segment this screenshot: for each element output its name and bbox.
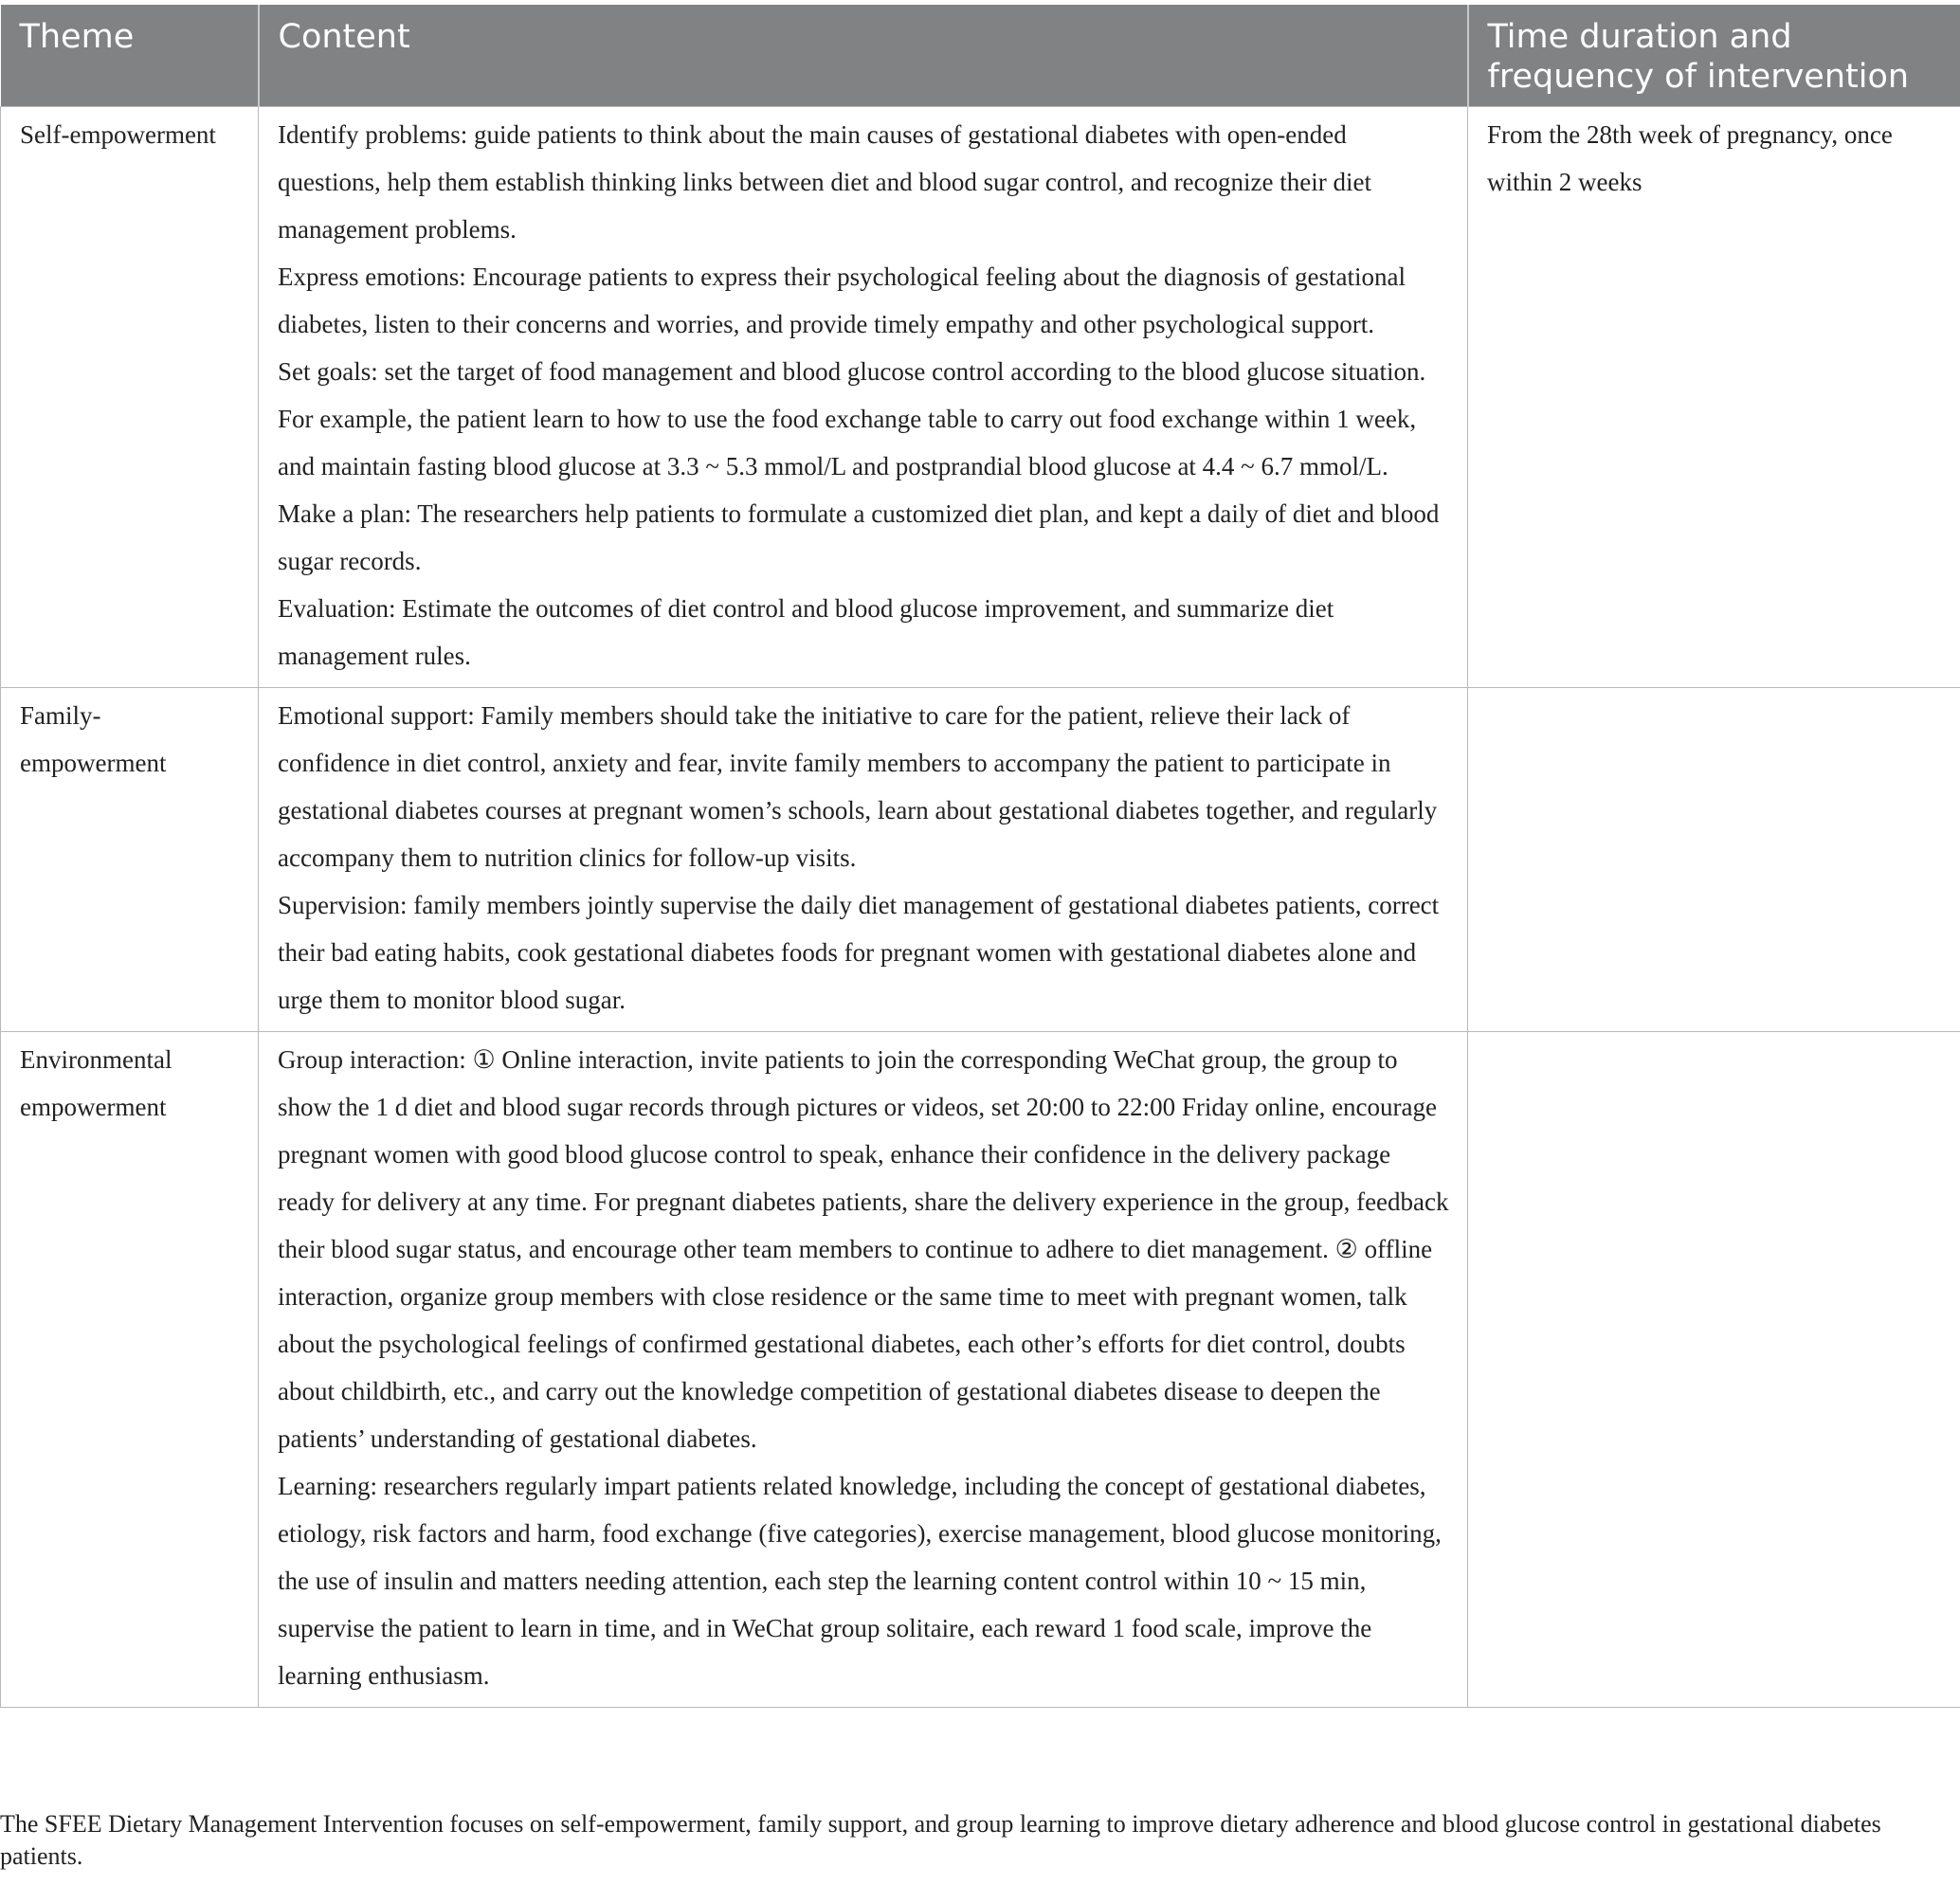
theme-cell: Family-empowerment	[1, 688, 259, 1032]
header-content: Content	[259, 5, 1468, 107]
table-row-family	[1, 688, 1960, 1032]
content-paragraph: Group interaction: ① Online interaction, invite patients to join the corresponding WeChat group, the group to show the 1 d diet and blood sugar records through pictures or videos, set 20:00 to 22:00 Friday online, encourage pregnant women with good blood glucose control to speak, enhance their confidence in the delivery package ready for delivery at any time. For pregnant diabetes patients, share the delivery experience in the group, feedback their blood sugar status, and encourage other team members to continue to adhere to diet management. ② offline interaction, organize group members with close residence or the same time to meet with pregnant women, talk about the psychological feelings of confirmed gestational diabetes, each other’s efforts for diet control, doubts about childbirth, etc., and carry out the knowledge competition of gestational diabetes disease to deepen the patients’ understanding of gestational diabetes.	[278, 1045, 1449, 1453]
table-row-self	[1, 107, 1960, 688]
content-paragraph: Emotional support: Family members should take the initiative to care for the patient, relieve their lack of confidence in diet control, anxiety and fear, invite family members to accompany the patient to participate in gestational diabetes courses at pregnant women’s schools, learn about gestational diabetes together, and regularly accompany them to nutrition clinics for follow-up visits.	[278, 701, 1438, 872]
content-paragraph: Identify problems: guide patients to think about the main causes of gestational diabetes with open-ended questions, help them establish thinking links between diet and blood sugar control, and recognize their diet management problems.	[278, 120, 1371, 244]
time-cell	[1468, 688, 1960, 1032]
header-time: Time duration and frequency of intervention	[1468, 5, 1960, 107]
content-paragraph: Evaluation: Estimate the outcomes of diet control and blood glucose improvement, and summarize diet management rules.	[278, 594, 1334, 670]
theme-cell: Environmental empowerment	[1, 1032, 259, 1708]
table-row-environmental	[1, 1032, 1960, 1708]
content-cell	[259, 107, 1468, 688]
time-cell	[1468, 1032, 1960, 1708]
header-row	[1, 5, 1960, 107]
content-paragraph: Supervision: family members jointly supervise the daily diet management of gestational diabetes patients, correct their bad eating habits, cook gestational diabetes foods for pregnant women with gestational diabetes alone and urge them to monitor blood sugar.	[278, 891, 1440, 1014]
header-theme: Theme	[1, 5, 259, 107]
theme-cell: Self-empowerment	[1, 107, 259, 688]
intervention-table	[0, 5, 1960, 1708]
content-paragraph: Express emotions: Encourage patients to express their psychological feeling about the diagnosis of gestational diabetes, listen to their concerns and worries, and provide timely empathy and other psychological support.	[278, 263, 1406, 338]
content-cell	[259, 1032, 1468, 1708]
content-paragraph: Learning: researchers regularly impart patients related knowledge, including the concept of gestational diabetes, etiology, risk factors and harm, food exchange (five categories), exercise management, blood glucose monitoring, the use of insulin and matters needing attention, each step the learning content control within 10 ~ 15 min, supervise the patient to learn in time, and in WeChat group solitaire, each reward 1 food scale, improve the learning enthusiasm.	[278, 1472, 1442, 1690]
table-footnote: The SFEE Dietary Management Intervention focuses on self-empowerment, family support, and group learning to improve dietary adherence and blood glucose control in gestational diabetes patients.	[0, 1810, 1881, 1870]
content-paragraph: Set goals: set the target of food management and blood glucose control according to the blood glucose situation. For example, the patient learn to how to use the food exchange table to carry out food exchange within 1 week, and maintain fasting blood glucose at 3.3 ~ 5.3 mmol/L and postprandial blood glucose at 4.4 ~ 6.7 mmol/L. Make a plan: The researchers help patients to formulate a customized diet plan, and kept a daily of diet and blood sugar records.	[278, 357, 1440, 575]
time-cell: From the 28th week of pregnancy, once within 2 weeks	[1468, 107, 1960, 688]
content-cell	[259, 688, 1468, 1032]
